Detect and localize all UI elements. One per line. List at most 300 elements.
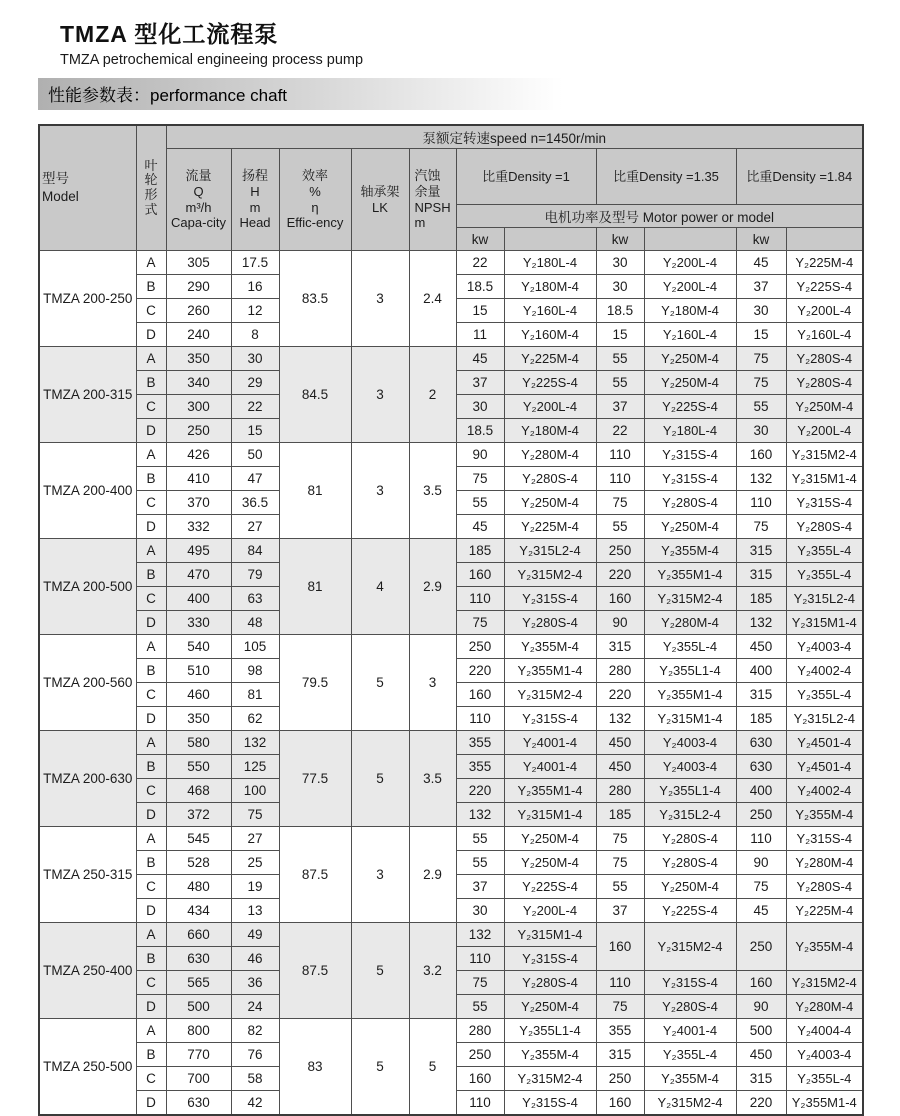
page-title: TMZA 型化工流程泵 xyxy=(60,21,279,47)
cell-impeller-type: D xyxy=(136,515,166,539)
cell-impeller-type: A xyxy=(136,827,166,851)
cell-motor-kw: 220 xyxy=(456,659,504,683)
cell-motor-model: Y₂225S-4 xyxy=(786,275,863,299)
cell-motor-kw: 250 xyxy=(736,923,786,971)
cell-efficiency: 77.5 xyxy=(279,731,351,827)
cell-head: 75 xyxy=(231,803,279,827)
cell-motor-model: Y₂315M1-4 xyxy=(504,923,596,947)
cell-head: 82 xyxy=(231,1019,279,1043)
cell-motor-kw: 132 xyxy=(456,923,504,947)
cell-motor-kw: 37 xyxy=(736,275,786,299)
cell-head: 50 xyxy=(231,443,279,467)
cell-capacity: 550 xyxy=(166,755,231,779)
cell-motor-model: Y₂315L2-4 xyxy=(644,803,736,827)
cell-motor-kw: 110 xyxy=(456,707,504,731)
cell-capacity: 700 xyxy=(166,1067,231,1091)
cell-motor-model: Y₂180M-4 xyxy=(504,275,596,299)
cell-capacity: 290 xyxy=(166,275,231,299)
cell-model: TMZA 200-250 xyxy=(39,251,136,347)
cell-motor-model: Y₂315S-4 xyxy=(504,587,596,611)
cell-head: 13 xyxy=(231,899,279,923)
cell-motor-kw: 160 xyxy=(596,1091,644,1115)
cell-motor-model: Y₂4501-4 xyxy=(786,731,863,755)
npsh-line: 余量 xyxy=(414,183,441,199)
page-subtitle: TMZA petrochemical engineeing process pump xyxy=(60,52,364,68)
cell-motor-kw: 75 xyxy=(596,851,644,875)
capacity-line: Q xyxy=(193,183,204,199)
cell-motor-model: Y₂355M-4 xyxy=(644,539,736,563)
cell-motor-model: Y₂280S-4 xyxy=(644,827,736,851)
cell-capacity: 260 xyxy=(166,299,231,323)
cell-capacity: 350 xyxy=(166,707,231,731)
cell-motor-kw: 160 xyxy=(456,683,504,707)
cell-model: TMZA 200-630 xyxy=(39,731,136,827)
cell-motor-kw: 450 xyxy=(736,635,786,659)
cell-motor-kw: 110 xyxy=(596,443,644,467)
cell-capacity: 630 xyxy=(166,1091,231,1115)
cell-motor-kw: 55 xyxy=(736,395,786,419)
cell-motor-kw: 400 xyxy=(736,659,786,683)
cell-motor-model: Y₂250M-4 xyxy=(644,347,736,371)
cell-motor-kw: 75 xyxy=(456,971,504,995)
cell-motor-model: Y₂315S-4 xyxy=(786,827,863,851)
cell-motor-model: Y₂200L-4 xyxy=(644,275,736,299)
cell-motor-kw: 75 xyxy=(456,467,504,491)
cell-motor-model: Y₂250M-4 xyxy=(504,851,596,875)
cell-npsh: 2 xyxy=(409,347,456,443)
cell-capacity: 470 xyxy=(166,563,231,587)
cell-capacity: 495 xyxy=(166,539,231,563)
cell-motor-model: Y₂250M-4 xyxy=(644,515,736,539)
cell-head: 98 xyxy=(231,659,279,683)
cell-motor-model: Y₂280M-4 xyxy=(644,611,736,635)
cell-motor-kw: 132 xyxy=(736,611,786,635)
cell-motor-model: Y₂225M-4 xyxy=(786,251,863,275)
cell-motor-kw: 90 xyxy=(736,851,786,875)
cell-capacity: 370 xyxy=(166,491,231,515)
cell-motor-model: Y₂315M1-4 xyxy=(786,611,863,635)
cell-head: 15 xyxy=(231,419,279,443)
cell-motor-model: Y₂180M-4 xyxy=(644,299,736,323)
cell-motor-model: Y₂250M-4 xyxy=(504,995,596,1019)
cell-motor-kw: 90 xyxy=(736,995,786,1019)
cell-impeller-type: D xyxy=(136,995,166,1019)
cell-motor-model: Y₂200L-4 xyxy=(786,299,863,323)
column-header-model xyxy=(39,125,136,251)
cell-motor-model: Y₂315S-4 xyxy=(504,1091,596,1115)
cell-motor-kw: 220 xyxy=(596,683,644,707)
cell-model: TMZA 200-315 xyxy=(39,347,136,443)
cell-motor-model: Y₂4003-4 xyxy=(644,731,736,755)
model-header-2 xyxy=(644,228,736,251)
cell-motor-model: Y₂355L-4 xyxy=(644,635,736,659)
cell-motor-kw: 160 xyxy=(596,587,644,611)
cell-motor-kw: 75 xyxy=(736,515,786,539)
cell-motor-kw: 22 xyxy=(456,251,504,275)
cell-motor-model: Y₂180L-4 xyxy=(504,251,596,275)
cell-head: 36 xyxy=(231,971,279,995)
cell-motor-model: Y₂355L-4 xyxy=(786,683,863,707)
cell-head: 62 xyxy=(231,707,279,731)
cell-model: TMZA 250-315 xyxy=(39,827,136,923)
table-body xyxy=(39,251,863,1115)
cell-capacity: 305 xyxy=(166,251,231,275)
column-header-model-en: Model xyxy=(42,189,79,204)
cell-motor-model: Y₂315S-4 xyxy=(644,443,736,467)
cell-efficiency: 83.5 xyxy=(279,251,351,347)
cell-motor-model: Y₂4002-4 xyxy=(786,659,863,683)
cell-motor-model: Y₂280S-4 xyxy=(504,467,596,491)
cell-motor-kw: 250 xyxy=(596,539,644,563)
cell-motor-model: Y₂315L2-4 xyxy=(786,707,863,731)
cell-head: 63 xyxy=(231,587,279,611)
cell-head: 36.5 xyxy=(231,491,279,515)
cell-motor-kw: 75 xyxy=(456,611,504,635)
cell-impeller-type: C xyxy=(136,395,166,419)
cell-capacity: 340 xyxy=(166,371,231,395)
cell-impeller-type: C xyxy=(136,683,166,707)
cell-motor-kw: 315 xyxy=(596,635,644,659)
impeller-char: 轮 xyxy=(144,172,158,188)
cell-motor-kw: 18.5 xyxy=(596,299,644,323)
cell-npsh: 2.4 xyxy=(409,251,456,347)
cell-motor-model: Y₂4004-4 xyxy=(786,1019,863,1043)
cell-head: 48 xyxy=(231,611,279,635)
npsh-line: NPSH xyxy=(414,199,451,215)
column-header-impeller-type xyxy=(136,125,166,251)
cell-motor-model: Y₂200L-4 xyxy=(644,251,736,275)
table-row xyxy=(39,251,863,275)
cell-motor-kw: 37 xyxy=(456,875,504,899)
cell-motor-kw: 55 xyxy=(456,851,504,875)
cell-capacity: 240 xyxy=(166,323,231,347)
cell-motor-kw: 15 xyxy=(596,323,644,347)
cell-motor-kw: 220 xyxy=(596,563,644,587)
cell-motor-kw: 250 xyxy=(456,1043,504,1067)
cell-motor-kw: 75 xyxy=(596,827,644,851)
cell-motor-kw: 11 xyxy=(456,323,504,347)
cell-motor-kw: 55 xyxy=(456,491,504,515)
density-1.35-header: 比重Density =1.35 xyxy=(596,149,736,205)
cell-motor-kw: 18.5 xyxy=(456,419,504,443)
cell-motor-model: Y₂355M1-4 xyxy=(786,1091,863,1115)
impeller-char: 形 xyxy=(144,187,158,202)
cell-motor-model: Y₂280S-4 xyxy=(644,491,736,515)
cell-motor-kw: 280 xyxy=(456,1019,504,1043)
cell-head: 84 xyxy=(231,539,279,563)
cell-head: 58 xyxy=(231,1067,279,1091)
cell-motor-model: Y₂280S-4 xyxy=(786,371,863,395)
cell-capacity: 332 xyxy=(166,515,231,539)
cell-motor-kw: 110 xyxy=(736,491,786,515)
cell-motor-kw: 630 xyxy=(736,755,786,779)
cell-motor-kw: 15 xyxy=(736,323,786,347)
cell-motor-kw: 55 xyxy=(596,875,644,899)
cell-motor-kw: 355 xyxy=(596,1019,644,1043)
cell-motor-model: Y₂250M-4 xyxy=(644,371,736,395)
cell-capacity: 468 xyxy=(166,779,231,803)
cell-head: 27 xyxy=(231,827,279,851)
cell-motor-kw: 160 xyxy=(456,563,504,587)
capacity-line: 流量 xyxy=(185,167,212,183)
cell-motor-kw: 55 xyxy=(596,371,644,395)
cell-motor-kw: 185 xyxy=(736,587,786,611)
cell-motor-model: Y₂160M-4 xyxy=(504,323,596,347)
cell-motor-kw: 55 xyxy=(596,347,644,371)
npsh-line: m xyxy=(414,215,426,231)
cell-motor-kw: 315 xyxy=(736,1067,786,1091)
cell-motor-kw: 30 xyxy=(736,299,786,323)
cell-motor-kw: 250 xyxy=(456,635,504,659)
cell-motor-model: Y₂355L-4 xyxy=(786,1067,863,1091)
cell-motor-kw: 315 xyxy=(736,683,786,707)
cell-impeller-type: A xyxy=(136,443,166,467)
cell-impeller-type: D xyxy=(136,1091,166,1115)
cell-impeller-type: C xyxy=(136,491,166,515)
cell-motor-model: Y₂315M1-4 xyxy=(504,803,596,827)
cell-head: 27 xyxy=(231,515,279,539)
cell-motor-kw: 22 xyxy=(596,419,644,443)
cell-motor-kw: 250 xyxy=(596,1067,644,1091)
cell-motor-model: Y₂225M-4 xyxy=(504,515,596,539)
cell-head: 76 xyxy=(231,1043,279,1067)
cell-head: 25 xyxy=(231,851,279,875)
cell-motor-model: Y₂160L-4 xyxy=(504,299,596,323)
cell-bearing-lk: 5 xyxy=(351,635,409,731)
cell-motor-kw: 30 xyxy=(456,899,504,923)
cell-motor-kw: 220 xyxy=(736,1091,786,1115)
cell-motor-model: Y₂355M1-4 xyxy=(504,659,596,683)
cell-motor-model: Y₂180M-4 xyxy=(504,419,596,443)
kw-header-3: kw xyxy=(736,228,786,251)
cell-motor-kw: 110 xyxy=(736,827,786,851)
cell-motor-kw: 185 xyxy=(456,539,504,563)
cell-motor-model: Y₂250M-4 xyxy=(504,827,596,851)
cell-head: 100 xyxy=(231,779,279,803)
cell-motor-model: Y₂280M-4 xyxy=(786,851,863,875)
cell-motor-kw: 315 xyxy=(736,539,786,563)
cell-bearing-lk: 4 xyxy=(351,539,409,635)
cell-motor-model: Y₂315S-4 xyxy=(504,707,596,731)
cell-motor-kw: 30 xyxy=(736,419,786,443)
cell-motor-model: Y₂4003-4 xyxy=(786,635,863,659)
cell-motor-model: Y₂4001-4 xyxy=(644,1019,736,1043)
rated-speed-header: 泵额定转速speed n=1450r/min xyxy=(166,125,863,149)
table-row xyxy=(39,347,863,371)
cell-efficiency: 87.5 xyxy=(279,827,351,923)
cell-capacity: 540 xyxy=(166,635,231,659)
cell-head: 47 xyxy=(231,467,279,491)
column-header-capacity xyxy=(166,149,231,251)
head-line: 扬程 xyxy=(241,167,268,183)
density-1-header: 比重Density =1 xyxy=(456,149,596,205)
npsh-line: 汽蚀 xyxy=(414,167,441,183)
table-row xyxy=(39,827,863,851)
cell-efficiency: 84.5 xyxy=(279,347,351,443)
column-header-bearing-frame xyxy=(351,149,409,251)
cell-head: 17.5 xyxy=(231,251,279,275)
cell-efficiency: 83 xyxy=(279,1019,351,1115)
cell-motor-kw: 45 xyxy=(456,515,504,539)
cell-capacity: 330 xyxy=(166,611,231,635)
cell-head: 79 xyxy=(231,563,279,587)
cell-motor-kw: 45 xyxy=(736,251,786,275)
cell-motor-kw: 185 xyxy=(596,803,644,827)
cell-motor-kw: 110 xyxy=(596,467,644,491)
table-row xyxy=(39,731,863,755)
cell-motor-model: Y₂315M2-4 xyxy=(504,683,596,707)
cell-motor-kw: 160 xyxy=(736,971,786,995)
cell-motor-model: Y₂200L-4 xyxy=(504,395,596,419)
cell-impeller-type: B xyxy=(136,755,166,779)
cell-capacity: 434 xyxy=(166,899,231,923)
cell-npsh: 3.5 xyxy=(409,731,456,827)
efficiency-line: % xyxy=(309,183,321,199)
title-block xyxy=(60,16,900,68)
cell-motor-model: Y₂315M2-4 xyxy=(644,587,736,611)
cell-capacity: 460 xyxy=(166,683,231,707)
cell-head: 30 xyxy=(231,347,279,371)
cell-capacity: 250 xyxy=(166,419,231,443)
cell-motor-kw: 400 xyxy=(736,779,786,803)
cell-motor-model: Y₂225M-4 xyxy=(504,347,596,371)
cell-motor-model: Y₂280S-4 xyxy=(644,995,736,1019)
cell-motor-model: Y₂355L1-4 xyxy=(504,1019,596,1043)
kw-header-2: kw xyxy=(596,228,644,251)
cell-motor-kw: 55 xyxy=(456,827,504,851)
performance-table xyxy=(38,124,864,1116)
cell-motor-model: Y₂250M-4 xyxy=(786,395,863,419)
motor-power-header: 电机功率及型号 Motor power or model xyxy=(456,205,863,228)
cell-impeller-type: B xyxy=(136,1043,166,1067)
cell-npsh: 3.5 xyxy=(409,443,456,539)
cell-head: 46 xyxy=(231,947,279,971)
cell-motor-kw: 75 xyxy=(736,875,786,899)
bearing-line: 轴承架 xyxy=(360,183,400,199)
cell-motor-kw: 75 xyxy=(736,347,786,371)
cell-motor-model: Y₂355M-4 xyxy=(786,923,863,971)
cell-efficiency: 81 xyxy=(279,443,351,539)
cell-motor-model: Y₂355L-4 xyxy=(786,563,863,587)
cell-impeller-type: D xyxy=(136,419,166,443)
cell-motor-kw: 90 xyxy=(456,443,504,467)
cell-capacity: 800 xyxy=(166,1019,231,1043)
cell-motor-kw: 450 xyxy=(596,731,644,755)
cell-motor-kw: 132 xyxy=(596,707,644,731)
model-header-3 xyxy=(786,228,863,251)
cell-motor-model: Y₂355M1-4 xyxy=(644,683,736,707)
cell-motor-model: Y₂315S-4 xyxy=(786,491,863,515)
cell-motor-kw: 45 xyxy=(736,899,786,923)
cell-motor-model: Y₂355M1-4 xyxy=(504,779,596,803)
cell-motor-model: Y₂355L1-4 xyxy=(644,779,736,803)
cell-motor-model: Y₂315M2-4 xyxy=(644,923,736,971)
cell-efficiency: 81 xyxy=(279,539,351,635)
cell-impeller-type: A xyxy=(136,1019,166,1043)
cell-motor-model: Y₂280S-4 xyxy=(504,971,596,995)
cell-model: TMZA 250-400 xyxy=(39,923,136,1019)
cell-motor-model: Y₂355M-4 xyxy=(504,1043,596,1067)
cell-motor-kw: 132 xyxy=(736,467,786,491)
cell-motor-model: Y₂200L-4 xyxy=(786,419,863,443)
cell-bearing-lk: 5 xyxy=(351,923,409,1019)
cell-efficiency: 79.5 xyxy=(279,635,351,731)
cell-impeller-type: B xyxy=(136,563,166,587)
cell-motor-kw: 18.5 xyxy=(456,275,504,299)
cell-motor-kw: 280 xyxy=(596,659,644,683)
cell-motor-kw: 355 xyxy=(456,755,504,779)
cell-motor-kw: 132 xyxy=(456,803,504,827)
cell-motor-model: Y₂355M-4 xyxy=(644,1067,736,1091)
cell-motor-model: Y₂315M1-4 xyxy=(644,707,736,731)
cell-impeller-type: B xyxy=(136,275,166,299)
cell-motor-model: Y₂225M-4 xyxy=(786,899,863,923)
cell-motor-kw: 37 xyxy=(456,371,504,395)
cell-motor-kw: 315 xyxy=(596,1043,644,1067)
cell-motor-model: Y₂355L-4 xyxy=(644,1043,736,1067)
cell-impeller-type: A xyxy=(136,923,166,947)
cell-capacity: 565 xyxy=(166,971,231,995)
cell-motor-model: Y₂355M1-4 xyxy=(644,563,736,587)
cell-capacity: 480 xyxy=(166,875,231,899)
cell-motor-kw: 110 xyxy=(456,947,504,971)
cell-motor-model: Y₂355M-4 xyxy=(504,635,596,659)
cell-motor-kw: 185 xyxy=(736,707,786,731)
cell-bearing-lk: 5 xyxy=(351,731,409,827)
cell-motor-kw: 160 xyxy=(736,443,786,467)
cell-motor-model: Y₂225S-4 xyxy=(644,395,736,419)
cell-motor-kw: 75 xyxy=(596,491,644,515)
cell-bearing-lk: 3 xyxy=(351,251,409,347)
cell-head: 24 xyxy=(231,995,279,1019)
cell-head: 16 xyxy=(231,275,279,299)
cell-capacity: 372 xyxy=(166,803,231,827)
cell-motor-model: Y₂315S-4 xyxy=(504,947,596,971)
cell-motor-kw: 75 xyxy=(736,371,786,395)
cell-motor-kw: 500 xyxy=(736,1019,786,1043)
cell-motor-kw: 355 xyxy=(456,731,504,755)
cell-motor-model: Y₂315M2-4 xyxy=(786,971,863,995)
cell-motor-model: Y₂315M2-4 xyxy=(644,1091,736,1115)
column-header-model-zh: 型号 xyxy=(42,170,69,186)
cell-motor-kw: 110 xyxy=(456,587,504,611)
head-line: Head xyxy=(239,215,271,231)
cell-motor-kw: 90 xyxy=(596,611,644,635)
table-header xyxy=(39,125,863,251)
cell-impeller-type: B xyxy=(136,371,166,395)
cell-impeller-type: B xyxy=(136,947,166,971)
cell-impeller-type: D xyxy=(136,803,166,827)
cell-head: 42 xyxy=(231,1091,279,1115)
cell-motor-model: Y₂280S-4 xyxy=(786,875,863,899)
head-line: m xyxy=(249,199,261,215)
cell-motor-model: Y₂4001-4 xyxy=(504,755,596,779)
cell-motor-kw: 15 xyxy=(456,299,504,323)
cell-capacity: 630 xyxy=(166,947,231,971)
cell-motor-kw: 30 xyxy=(456,395,504,419)
impeller-char: 式 xyxy=(144,201,158,217)
cell-motor-model: Y₂280S-4 xyxy=(786,515,863,539)
cell-capacity: 528 xyxy=(166,851,231,875)
cell-motor-kw: 30 xyxy=(596,275,644,299)
section-header: 性能参数表：performance chaft xyxy=(38,78,563,110)
cell-impeller-type: C xyxy=(136,299,166,323)
table-row xyxy=(39,1019,863,1043)
cell-motor-model: Y₂315M2-4 xyxy=(786,443,863,467)
cell-head: 12 xyxy=(231,299,279,323)
cell-motor-kw: 450 xyxy=(596,755,644,779)
cell-impeller-type: D xyxy=(136,323,166,347)
